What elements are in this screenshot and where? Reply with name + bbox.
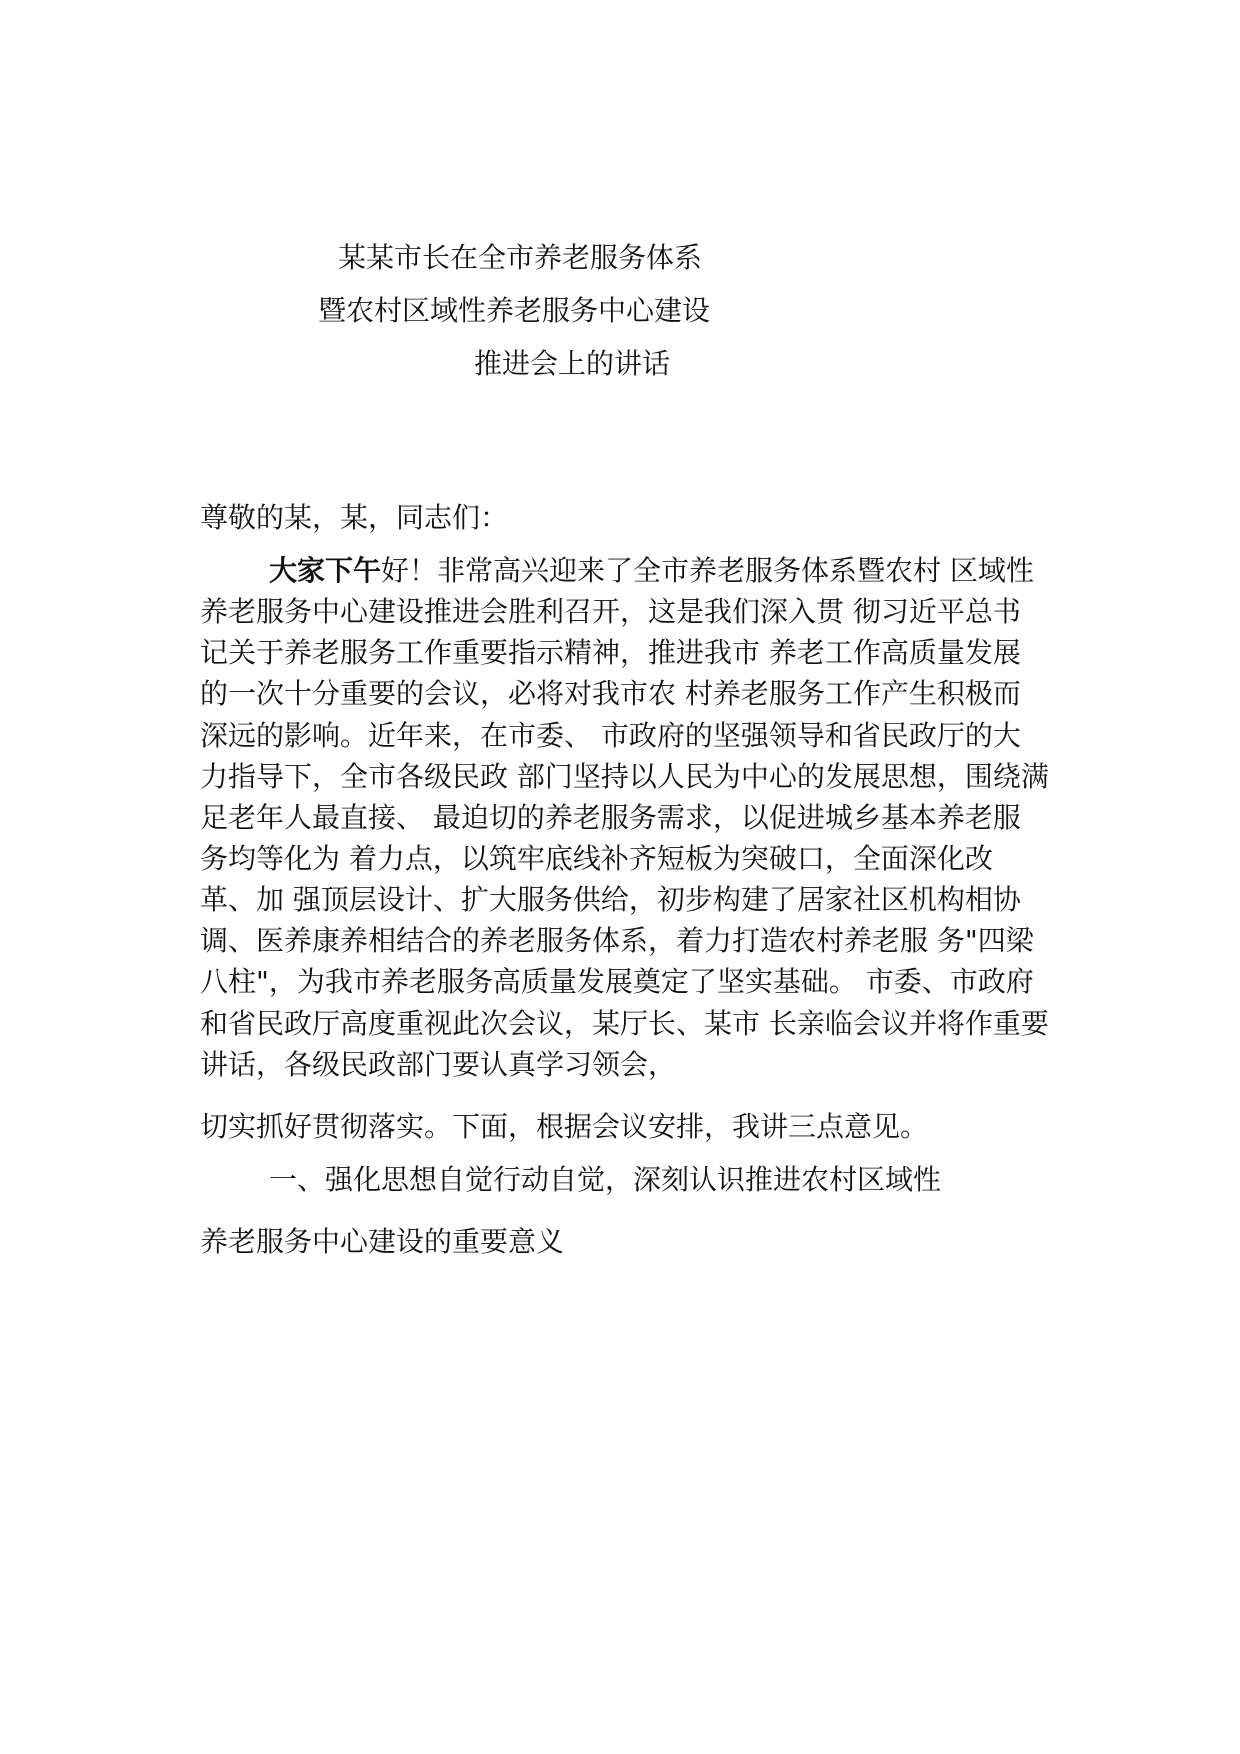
paragraph-line	[269, 550, 1034, 591]
paragraph-line: 调、医养康养相结合的养老服务体系，着力打造农村养老服 务"四梁	[200, 924, 1034, 957]
paragraph-line: 和省民政厅高度重视此次会议，某厅长、某市 长亲临会议并将作重要	[200, 1007, 1049, 1040]
section-heading-line-2: 养老服务中心建设的重要意义	[200, 1225, 565, 1258]
paragraph-line: 八柱"，为我市养老服务高质量发展奠定了坚实基础。 市委、市政府	[200, 965, 1034, 998]
paragraph-line: 记关于养老服务工作重要指示精神，推进我市 养老工作高质量发展	[200, 636, 1021, 669]
paragraph-line-text: 好！非常高兴迎来了全市养老服务体系暨农村 区域性	[381, 554, 1034, 587]
paragraph-line: 讲话，各级民政部门要认真学习领会，	[200, 1048, 677, 1081]
greeting-text: 大家下午	[269, 554, 382, 587]
title-line-1: 某某市长在全市养老服务体系	[338, 241, 703, 274]
paragraph-line: 务均等化为 着力点，以筑牢底线补齐短板为突破口，全面深化改	[200, 842, 993, 875]
salutation: 尊敬的某，某，同志们：	[200, 501, 509, 534]
paragraph-line: 的一次十分重要的会议，必将对我市农 村养老服务工作产生积极而	[200, 677, 1021, 710]
title-line-2: 暨农村区域性养老服务中心建设	[318, 294, 711, 327]
section-heading-line-1: 一、强化思想自觉行动自觉，深刻认识推进农村区域性	[269, 1163, 942, 1196]
paragraph-line: 革、加 强顶层设计、扩大服务供给，初步构建了居家社区机构相协	[200, 883, 1021, 916]
paragraph-line: 深远的影响。近年来，在市委、 市政府的坚强领导和省民政厅的大	[200, 719, 1021, 752]
paragraph-line: 养老服务中心建设推进会胜利召开，这是我们深入贯 彻习近平总书	[200, 595, 1021, 628]
title-line-3: 推进会上的讲话	[474, 347, 671, 380]
paragraph-end-line: 切实抓好贯彻落实。下面，根据会议安排，我讲三点意见。	[200, 1110, 929, 1143]
paragraph-line: 足老年人最直接、 最迫切的养老服务需求，以促进城乡基本养老服	[200, 801, 1021, 834]
paragraph-line: 力指导下，全市各级民政 部门坚持以人民为中心的发展思想，围绕满	[200, 760, 1049, 793]
